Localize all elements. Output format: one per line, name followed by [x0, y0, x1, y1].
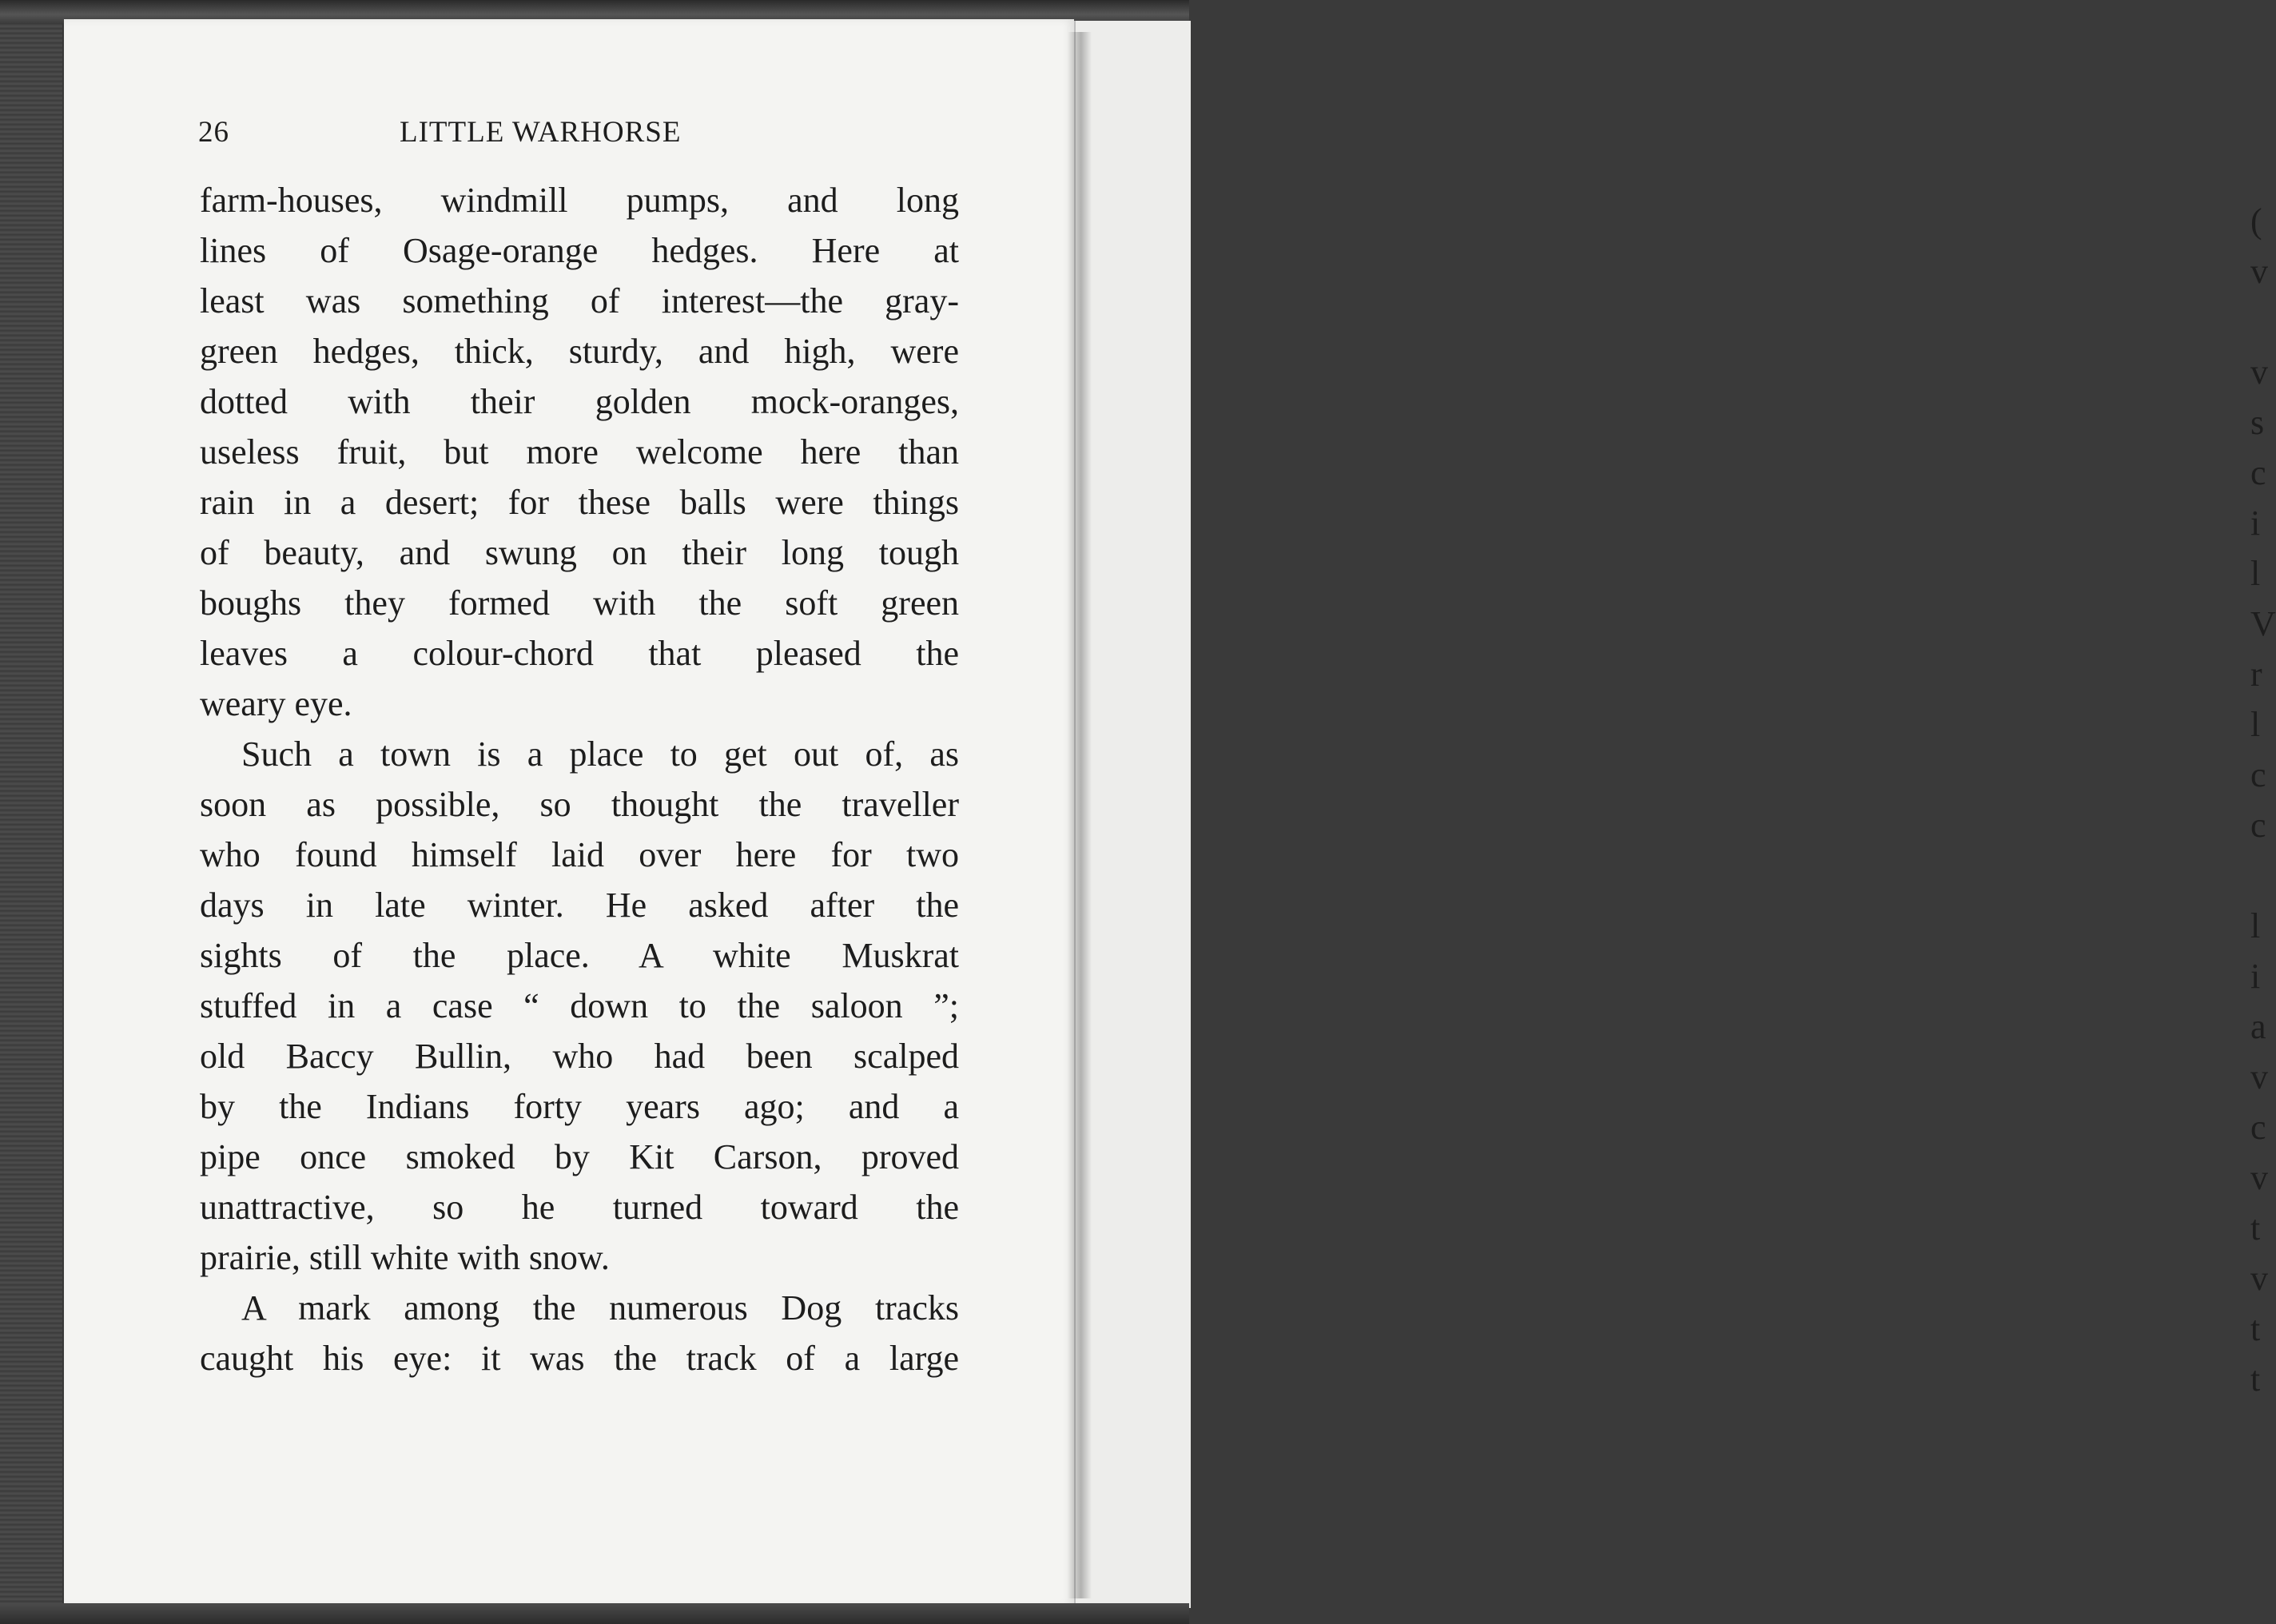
- facing-page-glyph: c: [2250, 806, 2266, 845]
- facing-page-glyph: r: [2250, 655, 2262, 694]
- facing-page-glyph: V: [2250, 604, 2276, 643]
- facing-page-glyph: v: [2250, 352, 2268, 392]
- facing-page-glyph: [2250, 850, 2276, 901]
- page-number: 26: [198, 116, 229, 149]
- facing-page-glyph: c: [2250, 1108, 2266, 1147]
- facing-page-glyph: v: [2250, 252, 2268, 291]
- facing-page-glyph: v: [2250, 1259, 2268, 1298]
- text-line: prairie, still white with snow.: [200, 1238, 610, 1277]
- text-line: by the Indians forty years ago; and a: [200, 1087, 959, 1126]
- facing-page-glyph: i: [2250, 504, 2261, 543]
- facing-page-glyph: t: [2250, 1309, 2261, 1348]
- text-line: rain in a desert; for these balls were things: [200, 483, 959, 522]
- gutter-shadow: [1068, 32, 1092, 1598]
- text-line: farm-houses, windmill pumps, and long: [200, 181, 959, 220]
- facing-page-glyph: l: [2250, 705, 2261, 744]
- text-line: days in late winter. He asked after the: [200, 886, 959, 925]
- text-line: of beauty, and swung on their long tough: [200, 533, 959, 572]
- text-line: soon as possible, so thought the traveller: [200, 785, 959, 824]
- facing-page-glyph: c: [2250, 755, 2266, 794]
- facing-page-glyph: i: [2250, 957, 2261, 996]
- facing-page-glyph: l: [2250, 554, 2261, 593]
- facing-page-glyph: t: [2250, 1208, 2261, 1248]
- facing-page-glyph: (: [2250, 201, 2262, 241]
- text-line: boughs they formed with the soft green: [200, 583, 959, 623]
- text-line: dotted with their golden mock-oranges,: [200, 382, 959, 421]
- facing-page-glyph: [2250, 297, 2276, 347]
- text-line: pipe once smoked by Kit Carson, proved: [200, 1137, 959, 1176]
- text-line: useless fruit, but more welcome here than: [200, 432, 959, 472]
- text-line: stuffed in a case “ down to the saloon ”;: [200, 986, 959, 1025]
- facing-page-glyph: v: [2250, 1158, 2268, 1197]
- book-cover-edge: [0, 0, 62, 1624]
- facing-page-glyph: t: [2250, 1359, 2261, 1399]
- bottom-binding: [0, 1603, 1189, 1624]
- text-line: least was something of interest—the gray-: [200, 281, 959, 320]
- facing-page-glyph: l: [2250, 906, 2261, 945]
- text-line: weary eye.: [200, 684, 352, 723]
- text-line: Such a town is a place to get out of, as: [241, 734, 959, 774]
- text-line: sights of the place. A white Muskrat: [200, 936, 959, 975]
- text-line: who found himself laid over here for two: [200, 835, 959, 874]
- running-title: LITTLE WARHORSE: [400, 116, 682, 149]
- text-line: green hedges, thick, sturdy, and high, were: [200, 332, 959, 371]
- text-line: lines of Osage-orange hedges. Here at: [200, 231, 959, 270]
- text-line: old Baccy Bullin, who had been scalped: [200, 1037, 959, 1076]
- body-text: [200, 175, 959, 1383]
- text-line: leaves a colour-chord that pleased the: [200, 634, 959, 673]
- facing-page-glyph: c: [2250, 453, 2266, 492]
- text-line: caught his eye: it was the track of a large: [200, 1339, 959, 1378]
- facing-page-glyph: s: [2250, 403, 2265, 442]
- text-line: unattractive, so he turned toward the: [200, 1188, 959, 1227]
- running-head: [198, 115, 957, 155]
- facing-page-glyph: v: [2250, 1057, 2268, 1097]
- text-line: A mark among the numerous Dog tracks: [241, 1288, 959, 1327]
- facing-page-edge-text: [2250, 196, 2276, 1404]
- facing-page-glyph: a: [2250, 1007, 2266, 1046]
